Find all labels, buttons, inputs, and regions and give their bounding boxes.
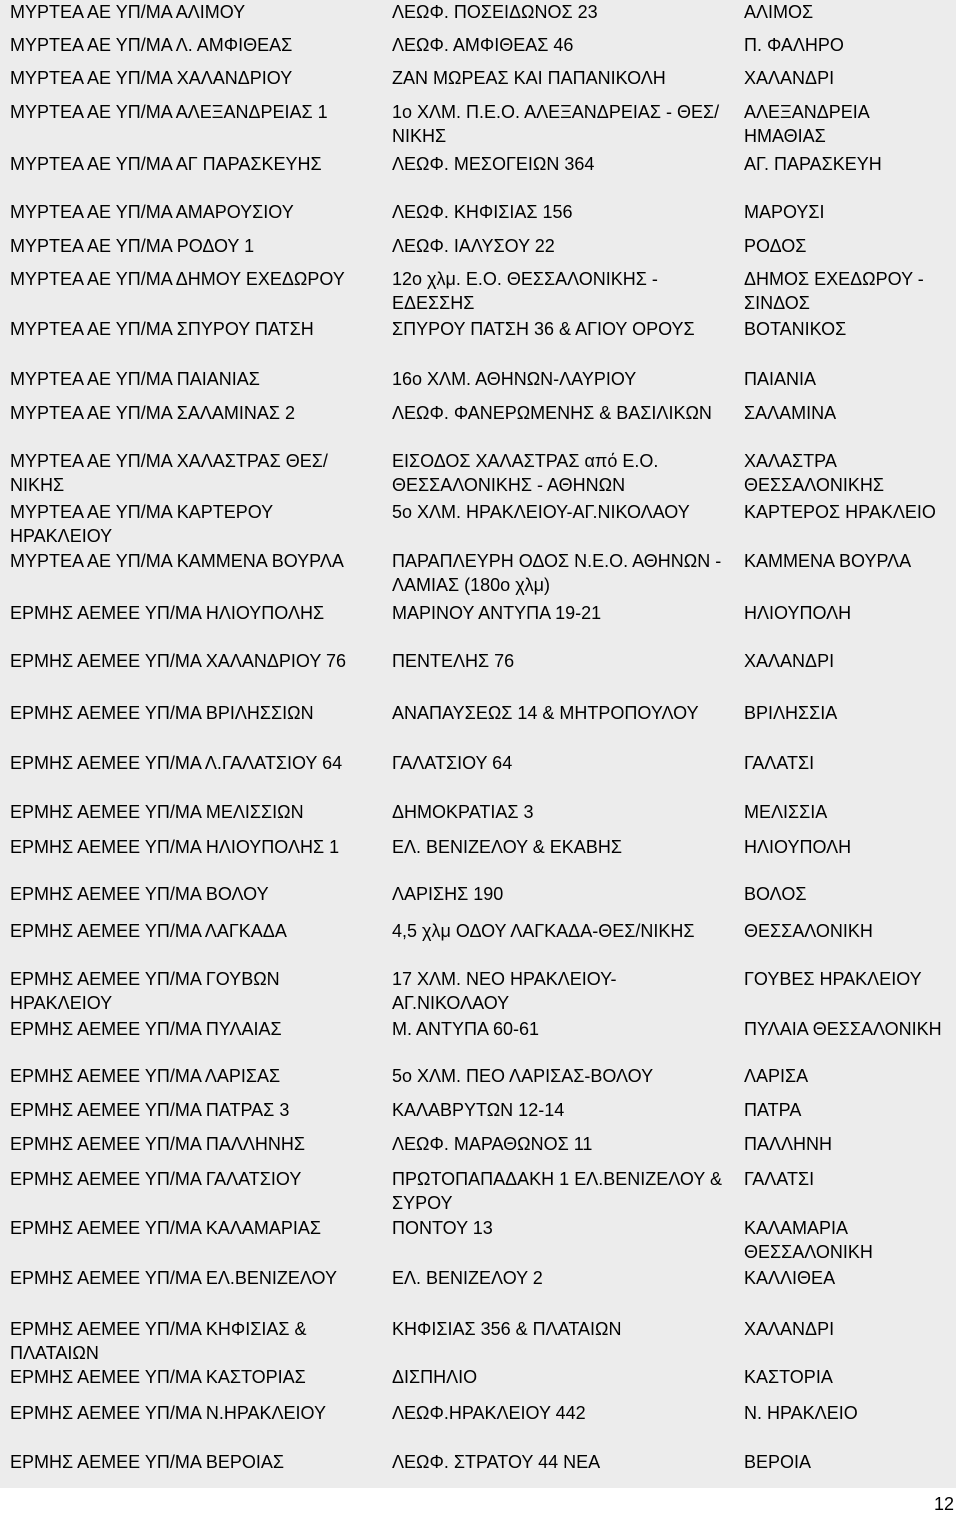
table-row (0, 367, 956, 401)
cell-area: ΧΑΛΑΣΤΡΑ ΘΕΣΣΑΛΟΝΙΚΗΣ (744, 451, 885, 495)
cell-name: ΕΡΜΗΣ ΑΕΜΕΕ ΥΠ/ΜΑ ΒΕΡΟΙΑΣ (10, 1452, 284, 1472)
cell-area: ΑΓ. ΠΑΡΑΣΚΕΥΗ (744, 154, 882, 174)
cell-name: ΜΥΡΤΕΑ ΑΕ ΥΠ/ΜΑ ΣΠΥΡΟΥ ΠΑΤΣΗ (10, 319, 314, 339)
cell-address: 5ο ΧΛΜ. ΠΕΟ ΛΑΡΙΣΑΣ-ΒΟΛΟΥ (392, 1066, 654, 1086)
cell-name: ΕΡΜΗΣ ΑΕΜΕΕ ΥΠ/ΜΑ Λ.ΓΑΛΑΤΣΙΟΥ 64 (10, 753, 343, 773)
cell-address: Μ. ΑΝΤΥΠΑ 60-61 (392, 1019, 540, 1039)
cell-area: ΜΑΡΟΥΣΙ (744, 202, 825, 222)
page-number: 12 (933, 1494, 954, 1514)
cell-area: ΚΑΜΜΕΝΑ ΒΟΥΡΛΑ (744, 551, 912, 571)
cell-address: ΜΑΡΙΝΟΥ ΑΝΤΥΠΑ 19-21 (392, 603, 602, 623)
cell-name: ΕΡΜΗΣ ΑΕΜΕΕ ΥΠ/ΜΑ ΚΑΣΤΟΡΙΑΣ (10, 1367, 306, 1387)
cell-address: ΖΑΝ ΜΩΡΕΑΣ ΚΑΙ ΠΑΠΑΝΙΚΟΛΗ (392, 68, 666, 88)
cell-area: ΠΑΙΑΝΙΑ (744, 369, 817, 389)
cell-area: ΣΑΛΑΜΙΝΑ (744, 403, 837, 423)
cell-area: ΒΡΙΛΗΣΣΙΑ (744, 703, 838, 723)
cell-address: ΠΟΝΤΟΥ 13 (392, 1218, 493, 1238)
table-row (0, 1064, 956, 1098)
cell-name: ΜΥΡΤΕΑ ΑΕ ΥΠ/ΜΑ Λ. ΑΜΦΙΘΕΑΣ (10, 35, 293, 55)
cell-address: ΛΕΩΦ. ΜΕΣΟΓΕΙΩΝ 364 (392, 154, 595, 174)
cell-address: ΛΕΩΦ.ΗΡΑΚΛΕΙΟΥ 442 (392, 1403, 586, 1423)
table-row (0, 200, 956, 234)
cell-area: ΧΑΛΑΝΔΡΙ (744, 1319, 835, 1339)
cell-address: ΔΙΣΠΗΛΙΟ (392, 1367, 478, 1387)
table-row (0, 449, 956, 500)
table-row (0, 701, 956, 751)
cell-area: ΜΕΛΙΣΣΙΑ (744, 802, 828, 822)
cell-name: ΕΡΜΗΣ ΑΕΜΕΕ ΥΠ/ΜΑ ΓΟΥΒΩΝ ΗΡΑΚΛΕΙΟΥ (10, 969, 280, 1013)
cell-name: ΜΥΡΤΕΑ ΑΕ ΥΠ/ΜΑ ΡΟΔΟΥ 1 (10, 236, 255, 256)
table-row (0, 549, 956, 601)
table-row (0, 882, 956, 919)
cell-area: ΓΟΥΒΕΣ ΗΡΑΚΛΕΙΟΥ (744, 969, 922, 989)
cell-area: ΚΑΣΤΟΡΙΑ (744, 1367, 833, 1387)
cell-address: ΕΙΣΟΔΟΣ ΧΑΛΑΣΤΡΑΣ από Ε.Ο. ΘΕΣΣΑΛΟΝΙΚΗΣ - ΑΘΗΝΩΝ (392, 451, 659, 495)
cell-area: ΓΑΛΑΤΣΙ (744, 1169, 815, 1189)
table-row (0, 0, 956, 33)
cell-name: ΕΡΜΗΣ ΑΕΜΕΕ ΥΠ/ΜΑ ΗΛΙΟΥΠΟΛΗΣ 1 (10, 837, 340, 857)
cell-address: ΓΑΛΑΤΣΙΟΥ 64 (392, 753, 513, 773)
cell-address: ΛΕΩΦ. ΠΟΣΕΙΔΩΝΟΣ 23 (392, 2, 598, 22)
cell-area: ΠΑΤΡΑ (744, 1100, 802, 1120)
cell-address: ΚΑΛΑΒΡΥΤΩΝ 12-14 (392, 1100, 565, 1120)
cell-address: ΔΗΜΟΚΡΑΤΙΑΣ 3 (392, 802, 534, 822)
table-row (0, 1401, 956, 1450)
table-row (0, 1098, 956, 1132)
cell-area: Ν. ΗΡΑΚΛΕΙΟ (744, 1403, 858, 1423)
cell-name: ΕΡΜΗΣ ΑΕΜΕΕ ΥΠ/ΜΑ ΛΑΓΚΑΔΑ (10, 921, 287, 941)
cell-area: ΡΟΔΟΣ (744, 236, 807, 256)
table-row (0, 152, 956, 200)
cell-area: ΔΗΜΟΣ ΕΧΕΔΩΡΟΥ - ΣΙΝΔΟΣ (744, 269, 924, 313)
cell-address: ΠΑΡΑΠΛΕΥΡΗ ΟΔΟΣ Ν.Ε.Ο. ΑΘΗΝΩΝ - ΛΑΜΙΑΣ (180ο χλμ) (392, 551, 722, 595)
cell-address: 5ο ΧΛΜ. ΗΡΑΚΛΕΙΟΥ-ΑΓ.ΝΙΚΟΛΑΟΥ (392, 502, 690, 522)
cell-name: ΕΡΜΗΣ ΑΕΜΕΕ ΥΠ/ΜΑ ΓΑΛΑΤΣΙΟΥ (10, 1169, 302, 1189)
cell-name: ΕΡΜΗΣ ΑΕΜΕΕ ΥΠ/ΜΑ Ν.ΗΡΑΚΛΕΙΟΥ (10, 1403, 326, 1423)
cell-area: ΗΛΙΟΥΠΟΛΗ (744, 603, 852, 623)
table-row (0, 500, 956, 549)
cell-area: ΚΑΛΑΜΑΡΙΑ ΘΕΣΣΑΛΟΝΙΚΗ (744, 1218, 873, 1262)
cell-name: ΜΥΡΤΕΑ ΑΕ ΥΠ/ΜΑ ΑΜΑΡΟΥΣΙΟΥ (10, 202, 294, 222)
cell-name: ΜΥΡΤΕΑ ΑΕ ΥΠ/ΜΑ ΠΑΙΑΝΙΑΣ (10, 369, 260, 389)
cell-area: ΚΑΛΛΙΘΕΑ (744, 1268, 836, 1288)
table-row (0, 967, 956, 1017)
table-row (0, 1132, 956, 1167)
cell-name: ΜΥΡΤΕΑ ΑΕ ΥΠ/ΜΑ ΔΗΜΟΥ ΕΧΕΔΩΡΟΥ (10, 269, 345, 289)
cell-area: ΧΑΛΑΝΔΡΙ (744, 651, 835, 671)
cell-name: ΜΥΡΤΕΑ ΑΕ ΥΠ/ΜΑ ΑΓ ΠΑΡΑΣΚΕΥΗΣ (10, 154, 322, 174)
table-row (0, 835, 956, 882)
table-row (0, 1266, 956, 1317)
cell-area: ΓΑΛΑΤΣΙ (744, 753, 815, 773)
cell-address: 16ο ΧΛΜ. ΑΘΗΝΩΝ-ΛΑΥΡΙΟΥ (392, 369, 637, 389)
cell-address: ΛΕΩΦ. ΚΗΦΙΣΙΑΣ 156 (392, 202, 573, 222)
cell-area: ΒΟΛΟΣ (744, 884, 807, 904)
cell-name: ΜΥΡΤΕΑ ΑΕ ΥΠ/ΜΑ ΑΛΙΜΟΥ (10, 2, 246, 22)
table-row (0, 601, 956, 649)
cell-area: ΒΟΤΑΝΙΚΟΣ (744, 319, 847, 339)
cell-name: ΕΡΜΗΣ ΑΕΜΕΕ ΥΠ/ΜΑ ΚΗΦΙΣΙΑΣ & ΠΛΑΤΑΙΩΝ (10, 1319, 307, 1363)
cell-address: ΛΑΡΙΣΗΣ 190 (392, 884, 504, 904)
cell-name: ΕΡΜΗΣ ΑΕΜΕΕ ΥΠ/ΜΑ ΠΑΤΡΑΣ 3 (10, 1100, 290, 1120)
table-row (0, 267, 956, 317)
cell-area: ΛΑΡΙΣΑ (744, 1066, 809, 1086)
cell-name: ΜΥΡΤΕΑ ΑΕ ΥΠ/ΜΑ ΧΑΛΑΝΔΡΙΟΥ (10, 68, 293, 88)
cell-address: ΑΝΑΠΑΥΣΕΩΣ 14 & ΜΗΤΡΟΠΟΥΛΟΥ (392, 703, 699, 723)
table-row (0, 401, 956, 449)
cell-address: ΕΛ. ΒΕΝΙΖΕΛΟΥ 2 (392, 1268, 543, 1288)
cell-address: ΣΠΥΡΟΥ ΠΑΤΣΗ 36 & ΑΓΙΟΥ ΟΡΟΥΣ (392, 319, 695, 339)
cell-name: ΕΡΜΗΣ ΑΕΜΕΕ ΥΠ/ΜΑ ΠΑΛΛΗΝΗΣ (10, 1134, 306, 1154)
table-row (0, 100, 956, 152)
table-row (0, 1365, 956, 1401)
cell-address: ΕΛ. ΒΕΝΙΖΕΛΟΥ & ΕΚΑΒΗΣ (392, 837, 622, 857)
cell-address: 4,5 χλμ ΟΔΟΥ ΛΑΓΚΑΔΑ-ΘΕΣ/ΝΙΚΗΣ (392, 921, 695, 941)
table-row (0, 649, 956, 701)
cell-name: ΕΡΜΗΣ ΑΕΜΕΕ ΥΠ/ΜΑ ΒΟΛΟΥ (10, 884, 269, 904)
cell-address: ΠΕΝΤΕΛΗΣ 76 (392, 651, 515, 671)
cell-name: ΕΡΜΗΣ ΑΕΜΕΕ ΥΠ/ΜΑ ΒΡΙΛΗΣΣΙΩΝ (10, 703, 314, 723)
table-row (0, 1317, 956, 1365)
cell-name: ΕΡΜΗΣ ΑΕΜΕΕ ΥΠ/ΜΑ ΛΑΡΙΣΑΣ (10, 1066, 281, 1086)
cell-name: ΕΡΜΗΣ ΑΕΜΕΕ ΥΠ/ΜΑ ΕΛ.ΒΕΝΙΖΕΛΟΥ (10, 1268, 337, 1288)
cell-area: ΠΥΛΑΙΑ ΘΕΣΣΑΛΟΝΙΚΗ (744, 1019, 942, 1039)
cell-area: ΒΕΡΟΙΑ (744, 1452, 812, 1472)
table-row (0, 800, 956, 835)
table-row (0, 317, 956, 367)
cell-name: ΜΥΡΤΕΑ ΑΕ ΥΠ/ΜΑ ΧΑΛΑΣΤΡΑΣ ΘΕΣ/ΝΙΚΗΣ (10, 451, 328, 495)
cell-area: ΑΛΕΞΑΝΔΡΕΙΑ ΗΜΑΘΙΑΣ (744, 102, 869, 146)
cell-area: ΚΑΡΤΕΡΟΣ ΗΡΑΚΛΕΙΟ (744, 502, 936, 522)
table-row (0, 1450, 956, 1484)
cell-name: ΕΡΜΗΣ ΑΕΜΕΕ ΥΠ/ΜΑ ΗΛΙΟΥΠΟΛΗΣ (10, 603, 325, 623)
cell-area: ΘΕΣΣΑΛΟΝΙΚΗ (744, 921, 873, 941)
table-row (0, 1216, 956, 1266)
cell-name: ΜΥΡΤΕΑ ΑΕ ΥΠ/ΜΑ ΚΑΜΜΕΝΑ ΒΟΥΡΛΑ (10, 551, 344, 571)
cell-name: ΕΡΜΗΣ ΑΕΜΕΕ ΥΠ/ΜΑ ΧΑΛΑΝΔΡΙΟΥ 76 (10, 651, 347, 671)
cell-address: ΠΡΩΤΟΠΑΠΑΔΑΚΗ 1 ΕΛ.ΒΕΝΙΖΕΛΟΥ & ΣΥΡΟΥ (392, 1169, 722, 1213)
cell-area: Π. ΦΑΛΗΡΟ (744, 35, 844, 55)
table-row (0, 33, 956, 66)
table-row (0, 751, 956, 800)
table-row (0, 234, 956, 267)
cell-name: ΕΡΜΗΣ ΑΕΜΕΕ ΥΠ/ΜΑ ΚΑΛΑΜΑΡΙΑΣ (10, 1218, 322, 1238)
cell-area: ΠΑΛΛΗΝΗ (744, 1134, 833, 1154)
cell-name: ΕΡΜΗΣ ΑΕΜΕΕ ΥΠ/ΜΑ ΜΕΛΙΣΣΙΩΝ (10, 802, 304, 822)
cell-name: ΕΡΜΗΣ ΑΕΜΕΕ ΥΠ/ΜΑ ΠΥΛΑΙΑΣ (10, 1019, 282, 1039)
table-row (0, 1167, 956, 1216)
cell-address: ΛΕΩΦ. ΜΑΡΑΘΩΝΟΣ 11 (392, 1134, 593, 1154)
cell-address: ΛΕΩΦ. ΑΜΦΙΘΕΑΣ 46 (392, 35, 574, 55)
cell-name: ΜΥΡΤΕΑ ΑΕ ΥΠ/ΜΑ ΑΛΕΞΑΝΔΡΕΙΑΣ 1 (10, 102, 328, 122)
cell-address: 1ο ΧΛΜ. Π.Ε.Ο. ΑΛΕΞΑΝΔΡΕΙΑΣ - ΘΕΣ/ΝΙΚΗΣ (392, 102, 720, 146)
cell-address: ΛΕΩΦ. ΙΑΛΥΣΟΥ 22 (392, 236, 555, 256)
cell-address: 17 ΧΛΜ. ΝΕΟ ΗΡΑΚΛΕΙΟΥ-ΑΓ.ΝΙΚΟΛΑΟΥ (392, 969, 617, 1013)
cell-address: ΛΕΩΦ. ΣΤΡΑΤΟΥ 44 ΝΕΑ (392, 1452, 601, 1472)
table-row (0, 919, 956, 967)
cell-address: ΚΗΦΙΣΙΑΣ 356 & ΠΛΑΤΑΙΩΝ (392, 1319, 622, 1339)
cell-area: ΗΛΙΟΥΠΟΛΗ (744, 837, 852, 857)
table-row (0, 66, 956, 100)
cell-address: ΛΕΩΦ. ΦΑΝΕΡΩΜΕΝΗΣ & ΒΑΣΙΛΙΚΩΝ (392, 403, 712, 423)
cell-area: ΑΛΙΜΟΣ (744, 2, 814, 22)
cell-name: ΜΥΡΤΕΑ ΑΕ ΥΠ/ΜΑ ΣΑΛΑΜΙΝΑΣ 2 (10, 403, 296, 423)
cell-area: ΧΑΛΑΝΔΡΙ (744, 68, 835, 88)
cell-name: ΜΥΡΤΕΑ ΑΕ ΥΠ/ΜΑ ΚΑΡΤΕΡΟΥ ΗΡΑΚΛΕΙΟΥ (10, 502, 273, 546)
table-row (0, 1017, 956, 1064)
cell-address: 12ο χλμ. Ε.Ο. ΘΕΣΣΑΛΟΝΙΚΗΣ - ΕΔΕΣΣΗΣ (392, 269, 658, 313)
